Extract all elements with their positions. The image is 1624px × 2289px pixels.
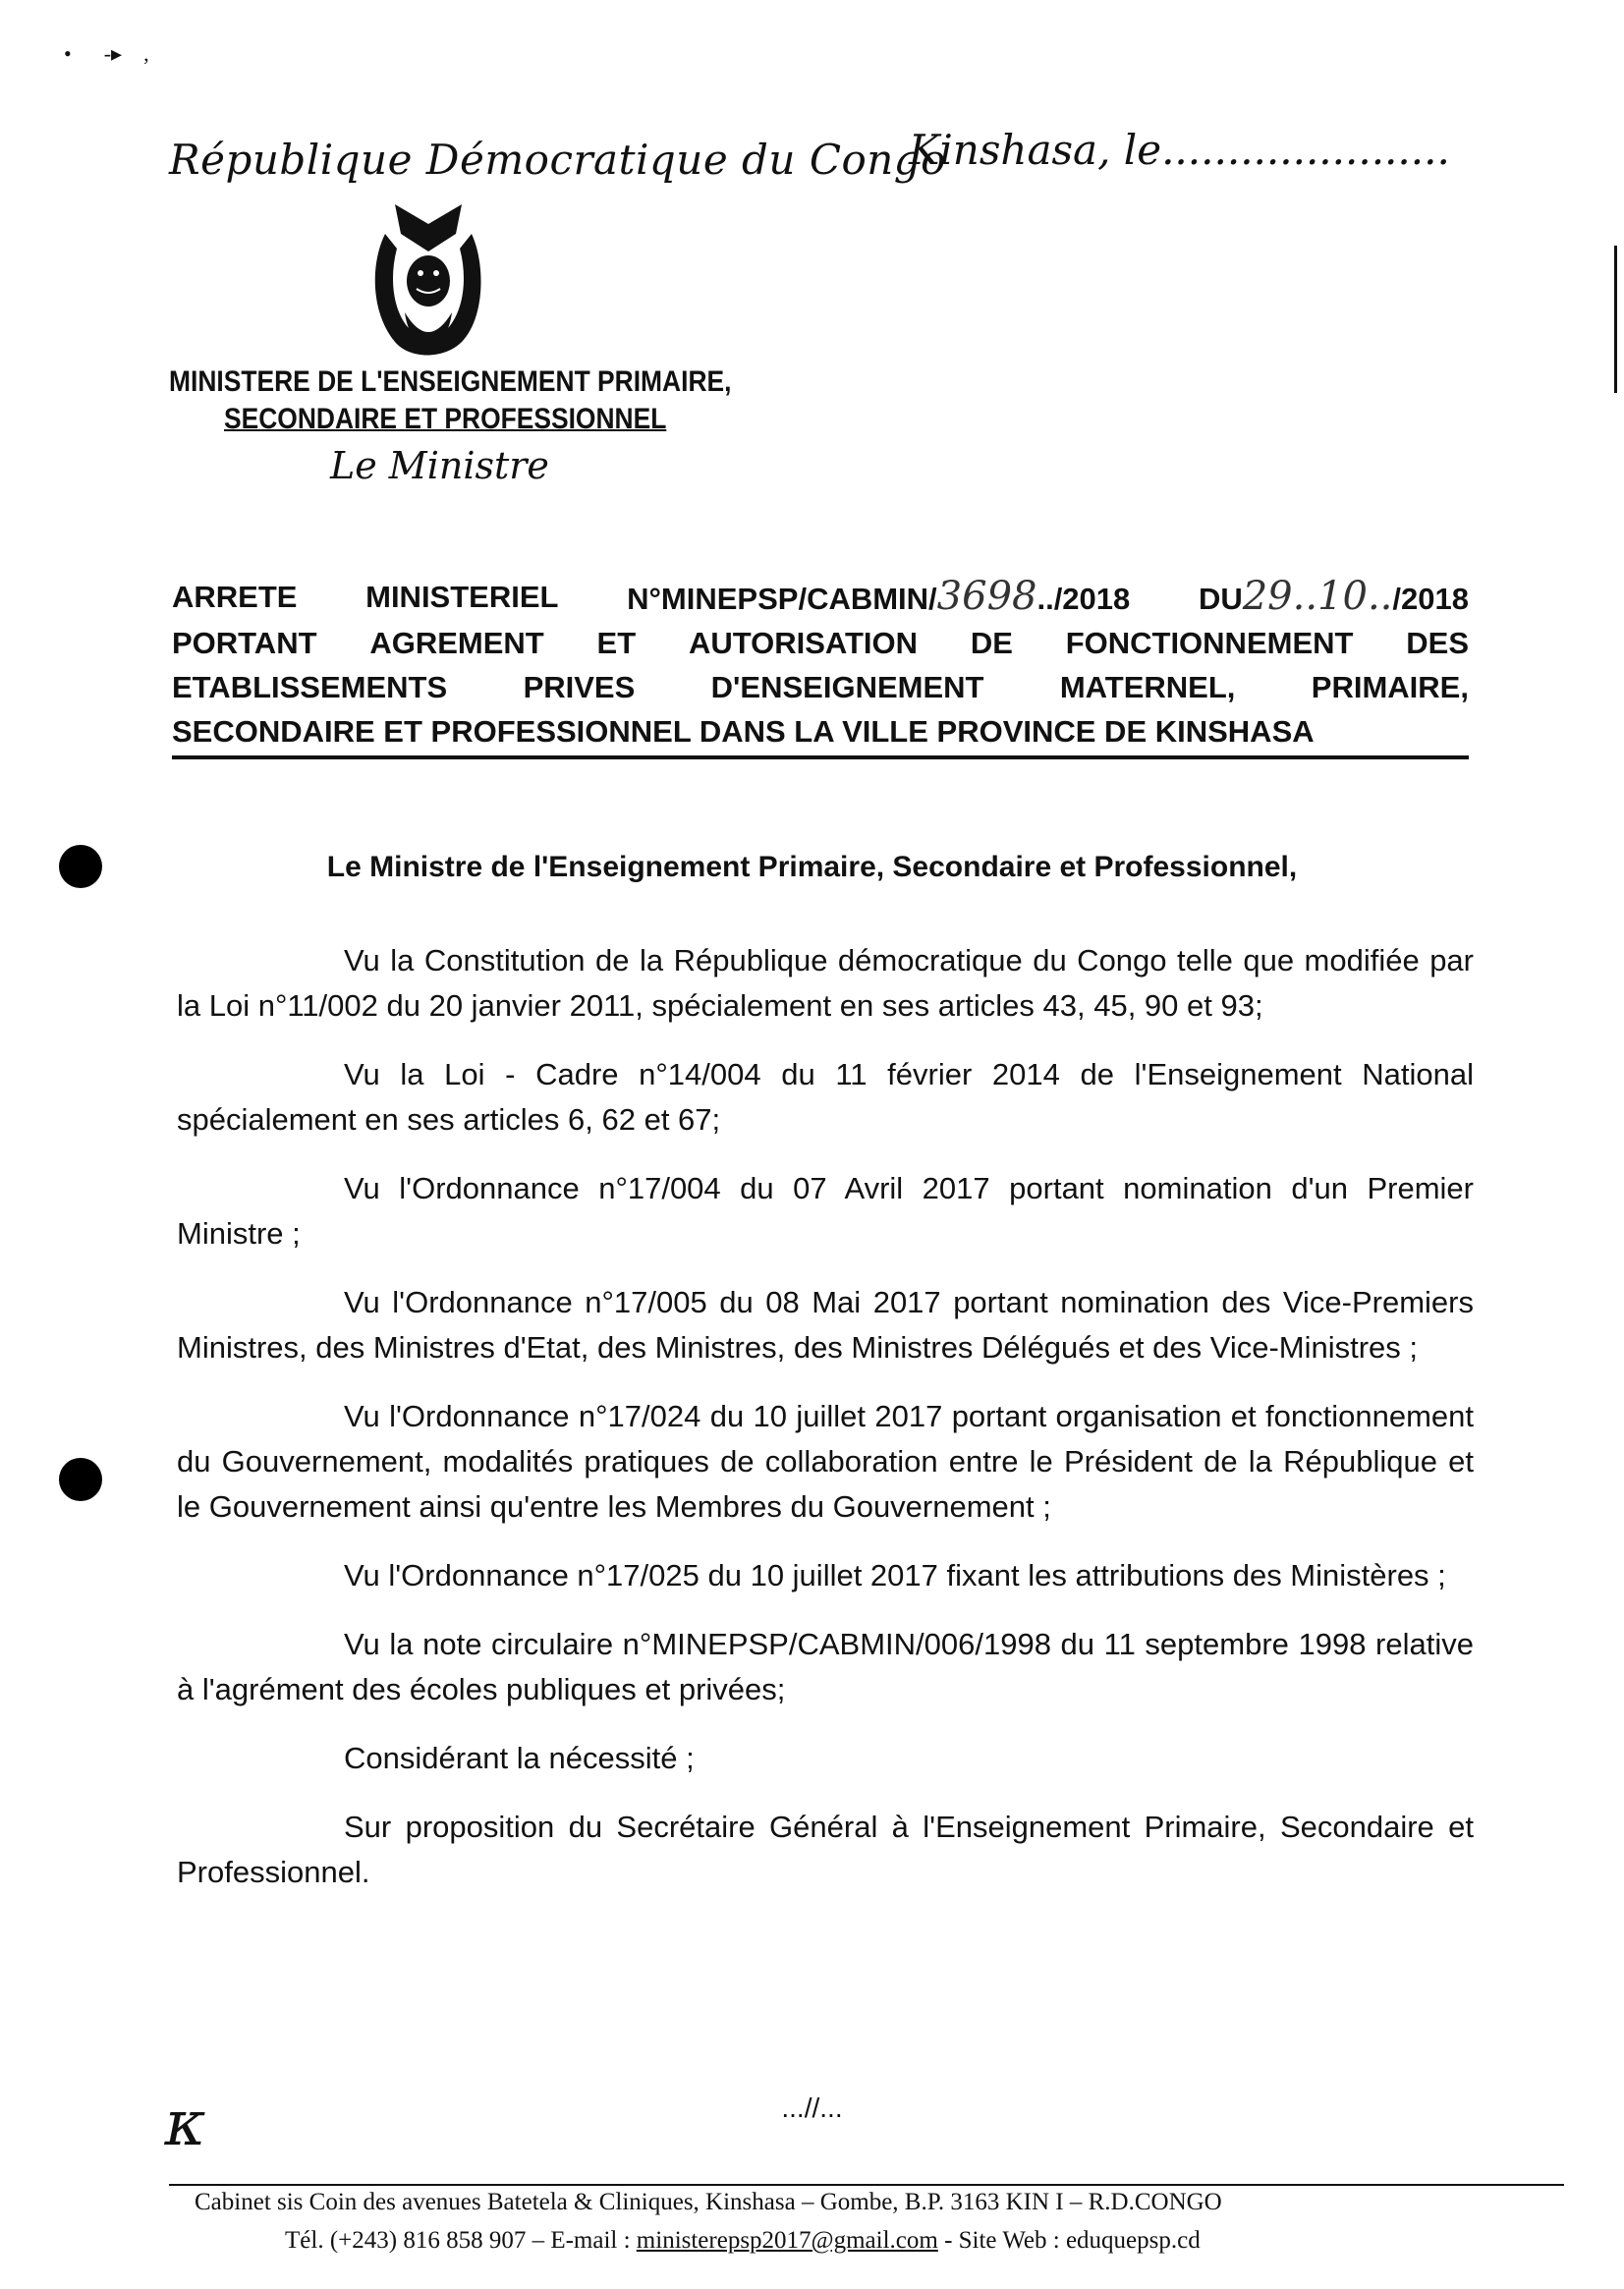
decree-title [172,575,1469,759]
place-date-line: Kinshasa, le...................... [909,126,1450,174]
footer-address: Cabinet sis Coin des avenues Batetela & Cliniques, Kinshasa – Gombe, B.P. 3163 KIN I – R.D.CONGO [195,2189,1222,2215]
decree-title-line-2: PORTANT AGREMENT ET AUTORISATION DE FONCTIONNEMENT DES [172,626,1469,660]
minister-heading: Le Ministre de l'Enseignement Primaire, Secondaire et Professionnel, [326,851,1298,883]
proposal-clause: Sur proposition du Secrétaire Général à l'Enseignement Primaire, Secondaire et Professionnel. [177,1810,1474,1889]
considering-clause: Considérant la nécessité ; [344,1741,695,1775]
citation-ordonnance-17-005: Vu l'Ordonnance n°17/005 du 08 Mai 2017 portant nomination des Vice-Premiers Ministres, des Ministres d'Etat, des Ministres, des Ministres Délégués et des Vice-Ministres ; [177,1285,1474,1365]
citation-ordonnance-17-004: Vu l'Ordonnance n°17/004 du 07 Avril 2017 portant nomination d'un Premier Ministre ; [177,1171,1474,1251]
continuation-mark: ...//... [781,2093,843,2123]
ministry-name-line-1: MINISTERE DE L'ENSEIGNEMENT PRIMAIRE, [169,365,732,398]
footer-email-link[interactable]: ministerepsp2017@gmail.com [636,2227,938,2254]
title-word: MINISTERIEL [365,580,559,614]
decree-title-line-1 [172,575,1469,621]
decree-title-line-3: ETABLISSEMENTS PRIVES D'ENSEIGNEMENT MATERNEL, PRIMAIRE, [172,670,1469,704]
punch-hole-mark [59,1458,102,1501]
scan-edge-line [1614,246,1617,393]
handwritten-number: 3698 [936,574,1037,619]
title-word: ARRETE [172,580,298,614]
citation-note-circulaire: Vu la note circulaire n°MINEPSP/CABMIN/006/1998 du 11 septembre 1998 relative à l'agrément des écoles publiques et privées; [177,1627,1474,1706]
decree-title-line-4: SECONDAIRE ET PROFESSIONNEL DANS LA VILLE PROVINCE DE KINSHASA [172,709,1469,759]
citation-loi-cadre: Vu la Loi - Cadre n°14/004 du 11 février 2014 de l'Enseignement National spécialement en ses articles 6, 62 et 67; [177,1057,1474,1137]
scan-speck: • -▸ , [64,41,149,66]
leopard-head-emblem [365,195,491,362]
citation-ordonnance-17-024: Vu l'Ordonnance n°17/024 du 10 juillet 2017 portant organisation et fonctionnement du Gouvernement, modalités pratiques de collaboration entre le Président de la République et le Gouvernement ainsi qu'entre les Membres du Gouvernement ; [177,1399,1474,1524]
footer-website: - Site Web : eduquepsp.cd [937,2227,1201,2254]
minister-signature: Le Ministre [330,444,549,487]
decree-body [177,938,1474,1919]
handwritten-date: 29..10.. [1242,574,1393,619]
decree-date: DU29..10../2018 [1198,574,1469,619]
citation-constitution: Vu la Constitution de la République démocratique du Congo telle que modifiée par la Loi n°11/002 du 20 janvier 2011, spécialement en ses articles 43, 45, 90 et 93; [177,943,1474,1023]
decree-number: N°MINEPSP/CABMIN/3698../2018 [627,574,1131,619]
footer-phone: Tél. (+243) 816 858 907 – E-mail : [285,2227,637,2254]
footer-contact [285,2227,1201,2255]
country-heading: République Démocratique du Congo [169,136,946,184]
ministry-name-line-2: SECONDAIRE ET PROFESSIONNEL [224,403,667,435]
citation-ordonnance-17-025: Vu l'Ordonnance n°17/025 du 10 juillet 2017 fixant les attributions des Ministères ; [344,1558,1446,1592]
handwritten-initial-mark: ᴋ [165,2088,203,2160]
footer-divider [169,2184,1564,2186]
